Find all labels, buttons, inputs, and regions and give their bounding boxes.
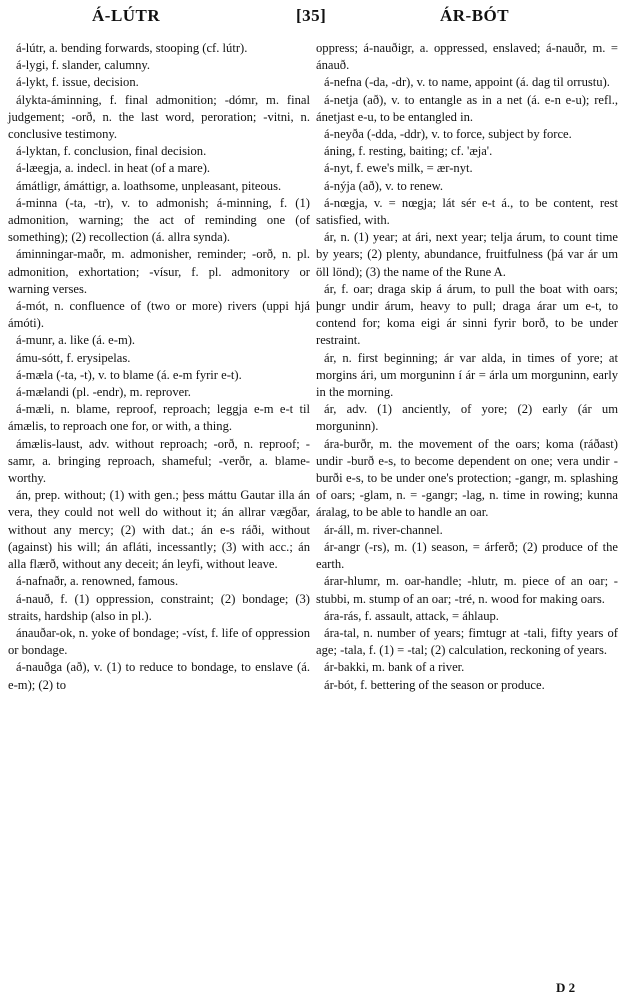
dictionary-entry: á-munr, a. like (á. e-m). [16,333,136,348]
dictionary-entry: ára-tal, n. number of years; fimtugr at -tali, fifty years of age; -tala, f. (1) = -tal; (2) calculation, reckoning of years. [316,625,618,658]
dictionary-entry-continuation: oppress; á-nauðigr, a. oppressed, enslaved; á-nauðr, m. = ánauð. [316,41,618,73]
dictionary-entry: á-nefna (-da, -dr), v. to name, appoint (á. dag til orrustu). [324,75,610,90]
dictionary-entry: á-nýja (að), v. to renew. [324,178,444,193]
dictionary-entry: ánauðar-ok, n. yoke of bondage; -víst, f. life of oppression or bondage. [8,625,310,658]
dictionary-entry: á-nauð, f. (1) oppression, constraint; (2) bondage; (3) straits, hardship (also in pl.). [8,591,310,623]
signature-mark: D 2 [556,980,576,995]
dictionary-entry: á-nyt, f. ewe's milk, = ær-nyt. [324,161,473,176]
dictionary-entry: á-lútr, a. bending forwards, stooping (cf. lútr). [16,41,248,55]
dictionary-entry: ár, n. first beginning; ár var alda, in times of yore; at morgins ári, um morguninn í ár = árla um morguninn, early in the morning. [316,350,618,400]
dictionary-entry: ár-bakki, m. bank of a river. [324,660,465,675]
dictionary-entry: á-nafnaðr, a. renowned, famous. [16,574,179,589]
dictionary-entry: ár-áll, m. river-channel. [324,522,443,537]
dictionary-entry: ára-burðr, m. the movement of the oars; koma (ráðast) undir -burð e-s, to become dependent on one; vera undir -burði e-s, to be under one's protection; -gangr, m. splashing of oars; -glam, n. = -gangr; -lag, n. time in rowing; kunna áralag, to be able to handle an oar. [316,436,618,520]
dictionary-entry: ámælis-laust, adv. without reproach; -orð, n. reproof; -samr, a. bringing reproach, shameful; -verðr, a. blame-worthy. [8,436,310,486]
dictionary-entry: á-netja (að), v. to entangle as in a net (á. e-n e-u); refl., ánetjast e-u, to be entangled in. [316,92,618,124]
dictionary-entry: á-nauðga (að), v. (1) to reduce to bondage, to enslave (á. e-m); (2) to [8,660,310,692]
dictionary-entry: ámu-sótt, f. erysipelas. [16,350,131,365]
dictionary-entry: á-minna (-ta, -tr), v. to admonish; á-minning, f. (1) admonition, warning; the act of reminding one (of something); (2) recollection (á. allra synda). [8,195,310,245]
dictionary-entry: áning, f. resting, baiting; cf. 'æja'. [324,144,493,159]
dictionary-entry: ár-angr (-rs), m. (1) season, = árferð; (2) produce of the earth. [316,539,618,572]
header-left-catchword: Á-LÚTR [92,6,161,25]
dictionary-entry: á-mót, n. confluence of (two or more) rivers (uppi hjá ámóti). [8,299,310,331]
right-column [316,40,618,694]
dictionary-entry: á-lygi, f. slander, calumny. [16,58,151,73]
dictionary-entry: ára-rás, f. assault, attack, = áhlaup. [324,608,499,623]
dictionary-entry: á-mæla (-ta, -t), v. to blame (á. e-m fyrir e-t). [16,367,242,382]
page-header [0,4,625,30]
dictionary-entry: áminningar-maðr, m. admonisher, reminder; -orð, n. pl. admonition, exhortation; -vísur, f. pl. admonitory or warning verses. [8,247,310,296]
dictionary-entry: ár, n. (1) year; at ári, next year; telja árum, to count time by years; (2) plenty, abundance, fruitfulness (þá var ár um öll lönd); (3) the name of the Rune A. [316,230,618,279]
dictionary-entry: álykta-áminning, f. final admonition; -dómr, m. final judgement; -orð, n. the last word, peroration; -vitni, n. conclusive testimony. [8,92,310,142]
dictionary-entry: árar-hlumr, m. oar-handle; -hlutr, m. piece of an oar; -stubbi, m. stump of an oar; -tré, n. wood for making oars. [316,574,618,606]
dictionary-entry: á-læegja, a. indecl. in heat (of a mare). [16,161,211,176]
dictionary-entry: á-mæli, n. blame, reproof, reproach; leggja e-m e-t til ámælis, to reproach one for, or with, a thing. [8,402,310,434]
dictionary-entry: á-neyða (-dda, -ddr), v. to force, subject by force. [324,127,572,142]
page-number: [35] [296,6,327,25]
dictionary-entry: ár, adv. (1) anciently, of yore; (2) early (ár um morguninn). [316,402,618,434]
dictionary-entry: á-lyktan, f. conclusion, final decision. [16,144,207,159]
left-column [8,40,310,694]
dictionary-entry: á-mælandi (pl. -endr), m. reprover. [16,385,191,400]
dictionary-entry: ár-bót, f. bettering of the season or produce. [324,677,545,692]
header-right-catchword: ÁR-BÓT [440,6,510,25]
dictionary-entry: án, prep. without; (1) with gen.; þess máttu Gautar illa án vera, they could not well do without it; án allrar vægðar, without any mercy; (2) with dat.; án e-s ráði, without (against) his will; án afláti, incessantly; (3) with acc.; án alla flærð, without any deceit; án leyfi, without leave. [8,488,310,572]
dictionary-entry: ár, f. oar; draga skip á árum, to pull the boat with oars; þungr undir árum, heavy to pull; draga árar um e-t, to contend for; koma eigi ár sinni fyrir borð, to be under restraint. [316,281,618,348]
dictionary-entry: ámátligr, ámáttigr, a. loathsome, unpleasant, piteous. [16,178,282,193]
dictionary-entry: á-lykt, f. issue, decision. [16,75,139,90]
dictionary-entry: á-nœgja, v. = nœgja; lát sér e-t á., to be content, rest satisfied, with. [316,195,618,228]
